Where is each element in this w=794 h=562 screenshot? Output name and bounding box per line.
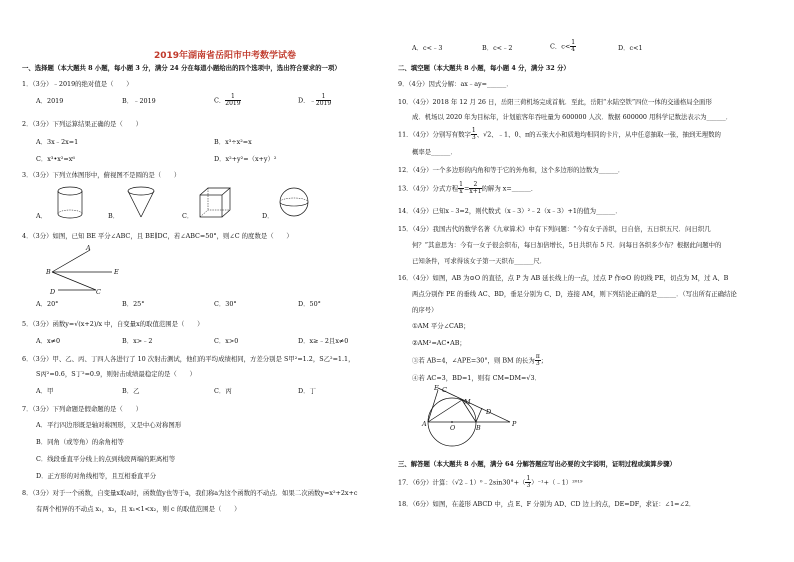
- question-6: 6．（3分）甲、乙、丙、丁四人各进行了 10 次射击测试，他们的平均成绩相同，方差分别是 S甲²=1.2，S乙²=1.1，: [22, 355, 355, 363]
- question-11: 11．（4分）分别写有数字 $\frac{1}{3}$ 、√2、﹣1、0、π的五张大小和质地均相同的卡片，从中任意抽取一张，抽到无理数的: [398, 127, 721, 141]
- q7-option-c: C．线段垂直平分线上的点到线段两端的距离相等: [36, 455, 176, 463]
- fig4-label-c: C: [96, 288, 101, 296]
- question-13: 13．（4分）分式方程 $\frac{1}{x}$ = $\frac{2}{x+1}$ 的解为 x=______．: [398, 181, 538, 195]
- fig16-label-c: C: [442, 386, 447, 394]
- q4-option-b: B．25°: [122, 300, 145, 308]
- q8-option-d: D．c<1: [618, 44, 643, 52]
- q3-option-d: D．: [262, 212, 274, 220]
- fig4-label-e: E: [114, 268, 119, 276]
- fig4-label-d: D: [50, 288, 56, 296]
- question-14: 14．（4分）已知x﹣3=2，则代数式（x﹣3）²﹣2（x﹣3）+1的值为______．: [398, 207, 622, 215]
- question-6-line2: S丙²=0.6，S丁²=0.9，则射击成绩最稳定的是（ ）: [36, 370, 196, 378]
- question-16-line2: 两点分别作 PE 的垂线 AC、BD，垂足分别为 C、D，连接 AM，则下列结论正确的是______．（写出所有正确结论: [412, 290, 737, 298]
- question-3: 3．（3分）下列立体图形中，俯视图不是圆的是（ ）: [22, 171, 181, 179]
- circle-tangent-figure: [412, 386, 522, 446]
- cylinder-figure: [56, 186, 84, 220]
- fig16-label-a: A: [422, 420, 427, 428]
- s3-fraction: $\frac{\pi}{3}$: [535, 353, 540, 367]
- q2-option-b: B．x³÷x²=x: [214, 138, 252, 146]
- question-10: 10．（4分）2018 年 12 月 26 日，岳阳三荷机场完成首航．至此，岳阳“水陆空铁”四位一体的交通格局全面形: [398, 98, 712, 106]
- section-1-heading: 一、选择题（本大题共 8 小题，每小题 3 分，满分 24 分在每道小题给出的四个选项中，选出符合要求的一项）: [22, 64, 341, 72]
- q1d-fraction: $\frac{1}{2019}$: [315, 93, 332, 107]
- q3-option-b: B．: [108, 212, 120, 220]
- q8c-fraction: $\frac{1}{4}$: [571, 39, 576, 53]
- q7-option-a: A．平行四边形既是轴对称图形，又是中心对称图形: [36, 421, 182, 429]
- question-8: 8．（3分）对于一个函数，自变量x取a时，函数值y也等于a，我们称a为这个函数的不动点．如果二次函数y=x²+2x+c: [22, 489, 358, 497]
- fig16-label-d: D: [486, 408, 492, 416]
- q2-option-d: D．x²+y²=（x+y）²: [214, 155, 277, 163]
- q1-option-c: C． $\frac{1}{2019}$: [214, 93, 241, 107]
- question-15: 15．（4分）我国古代的数学名著《九章算术》中有下列问题：“今有女子善织，日自倍，五日织五尺．问日织几: [398, 225, 711, 233]
- fig4-label-b: B: [46, 268, 51, 276]
- question-8-line2: 有两个相异的不动点 x₁，x₂，且 x₁<1<x₂，则 c 的取值范围是（ ）: [36, 505, 241, 513]
- q5-option-a: A．x≠0: [36, 337, 61, 345]
- q6-option-a: A．甲: [36, 387, 54, 395]
- section-3-heading: 三、解答题（本大题共 8 小题，满分 64 分解答题应写出必要的文字说明，证明过程或演算步骤）: [398, 460, 676, 468]
- q4-option-a: A．20°: [36, 300, 59, 308]
- question-11-line2: 概率是______．: [412, 148, 457, 156]
- q6-option-d: D．丁: [298, 387, 316, 395]
- question-16-line3: 的序号）: [412, 306, 438, 314]
- q5-option-c: C．x>0: [214, 337, 239, 345]
- question-4: 4．（3分）如图，已知 BE 平分∠ABC，且 BE∥DC，若∠ABC=50°，则∠C 的度数是（ ）: [22, 232, 293, 240]
- fig16-label-o: O: [450, 424, 456, 432]
- statement-4: ④若 AC=3，BD=1，则有 CM=DM=√3．: [412, 374, 541, 382]
- statement-1: ①AM 平分∠CAB；: [412, 322, 470, 330]
- sphere-figure: [278, 186, 310, 218]
- q2-option-c: C．x³•x²=x⁶: [36, 155, 75, 163]
- question-2: 2．（3分）下列运算结果正确的是（ ）: [22, 120, 142, 128]
- q1c-fraction: $\frac{1}{2019}$: [225, 93, 241, 107]
- q7-option-d: D．正方形的对角线相等，且互相垂直平分: [36, 472, 157, 480]
- q4-option-c: C．30°: [214, 300, 237, 308]
- q3-option-a: A．: [36, 212, 48, 220]
- q1-option-d: D．﹣ $\frac{1}{2019}$: [298, 93, 332, 107]
- statement-2: ②AM²=AC•AB；: [412, 339, 466, 347]
- q4-option-d: D．50°: [298, 300, 321, 308]
- question-15-line3: 已知条件，可求得该女子第一天织布______尺．: [412, 257, 547, 265]
- question-10-line2: 成．机场以 2020 年为目标年，计划旅客年吞吐量为 600000 人次．数据 600000 用科学记数法表示为______．: [412, 113, 733, 121]
- fig16-label-p: P: [512, 420, 517, 428]
- section-2-heading: 二、填空题（本大题共 8 小题，每小题 4 分，满分 32 分）: [398, 64, 570, 72]
- question-1: 1．（3分）﹣2019的绝对值是（ ）: [22, 80, 133, 88]
- question-9: 9．（4分）因式分解：ax﹣ay=______．: [398, 80, 513, 88]
- q5-option-b: B．x>﹣2: [122, 337, 153, 345]
- q7-option-b: B．同角（或等角）的余角相等: [36, 438, 124, 446]
- q8-option-b: B．c<﹣2: [482, 44, 513, 52]
- cone-figure: [126, 186, 156, 220]
- question-18: 18．（6分）如图，在菱形 ABCD 中，点 E、F 分别为 AD、CD 边上的点，DE=DF，求证：∠1=∠2．: [398, 500, 696, 508]
- q17-fraction: $\frac{1}{3}$: [526, 475, 531, 489]
- q8-option-a: A．c<﹣3: [412, 44, 443, 52]
- fig16-label-b: B: [476, 424, 481, 432]
- q1-option-a: A．2019: [36, 97, 64, 105]
- statement-3: ③若 AB=4，∠APE=30°，则 BM 的长为 $\frac{\pi}{3}$ ；: [412, 353, 548, 367]
- q2-option-a: A．3x﹣2x=1: [36, 138, 79, 146]
- fig4-label-a: A: [86, 244, 91, 252]
- question-16: 16．（4分）如图，AB 为⊙O 的直径，点 P 为 AB 延长线上的一点，过点 P 作⊙O 的切线 PE，切点为 M，过 A、B: [398, 274, 729, 282]
- question-15-line2: 何？”其意思为：今有一女子很会织布，每日加倍增长，5日共织布 5 尺．问每日各织多少布？根据此问题中的: [412, 241, 722, 249]
- q11-fraction: $\frac{1}{3}$: [471, 127, 476, 141]
- fig16-label-m: M: [464, 398, 471, 406]
- q13-fraction-2: $\frac{2}{x+1}$: [469, 181, 482, 195]
- fig16-label-e: E: [434, 384, 439, 392]
- q5-option-d: D．x≥﹣2且x≠0: [298, 337, 349, 345]
- question-5: 5．（3分）函数y=√(x+2)/x 中，自变量x的取值范围是（ ）: [22, 320, 204, 328]
- q3-option-c: C．: [182, 212, 194, 220]
- q8-option-c: C．c< $\frac{1}{4}$: [550, 39, 576, 53]
- cube-figure: [198, 186, 232, 220]
- q6-option-b: B．乙: [122, 387, 140, 395]
- q1-option-b: B．﹣2019: [122, 97, 156, 105]
- question-7: 7．（3分）下列命题是假命题的是（ ）: [22, 405, 142, 413]
- question-17: 17．（6分）计算：（√2﹣1）⁰﹣2sin30°+（ $\frac{1}{3}$ ）⁻¹+（﹣1）²⁰¹⁹: [398, 475, 583, 489]
- page-title: 2019年湖南省岳阳市中考数学试卷: [153, 51, 297, 61]
- question-12: 12．（4分）一个多边形的内角和等于它的外角和，这个多边形的边数为______．: [398, 166, 625, 174]
- q6-option-c: C．丙: [214, 387, 232, 395]
- q13-fraction-1: $\frac{1}{x}$: [459, 181, 463, 195]
